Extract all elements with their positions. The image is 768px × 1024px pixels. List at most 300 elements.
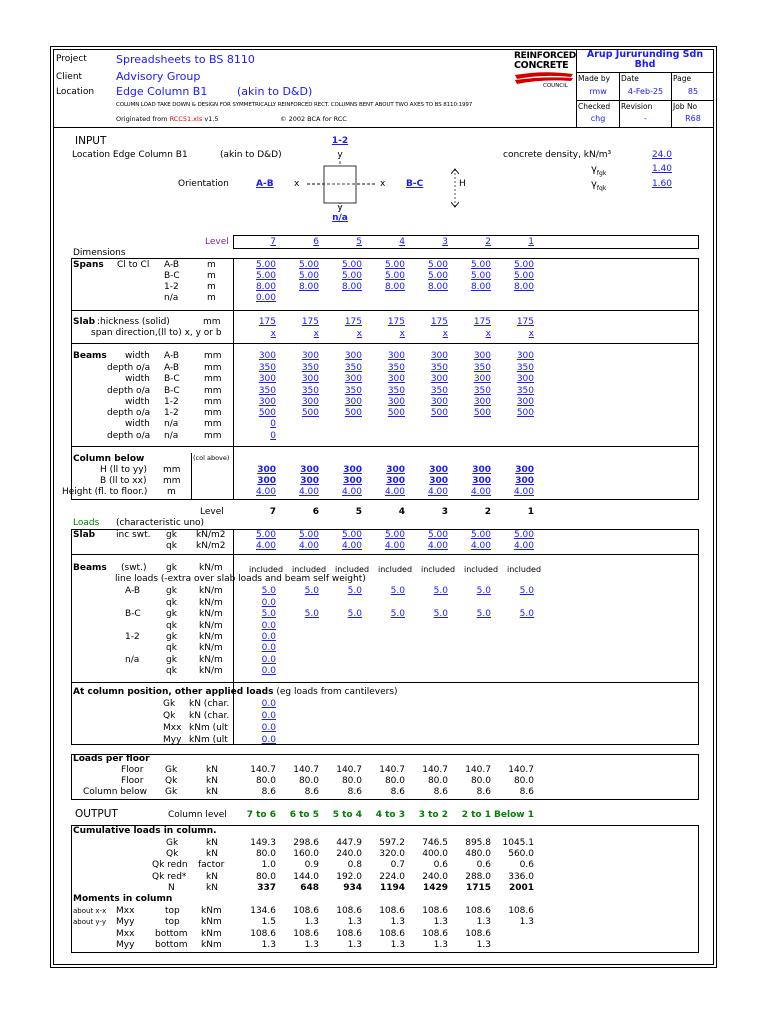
slab-label: Slab	[73, 317, 96, 327]
beam-swt-included: included	[248, 565, 284, 574]
slab-span-value[interactable]: x	[270, 329, 276, 339]
beam-value[interactable]: 300	[387, 351, 405, 361]
column-level-range: 7 to 6	[246, 810, 276, 820]
slab-load-value[interactable]: 4.00	[384, 541, 405, 551]
beam-value[interactable]: 300	[516, 374, 534, 384]
per-floor-type: Qk	[165, 776, 178, 786]
moments-title: Moments in column	[73, 894, 173, 904]
load-type: gk	[166, 530, 177, 540]
beam-grid-label: B-C	[164, 374, 180, 384]
line-load-value[interactable]: 0.0	[261, 632, 276, 642]
per-floor-value: 8.6	[261, 787, 276, 797]
slab-load-value[interactable]: 4.00	[470, 541, 491, 551]
line-load-type: gk	[166, 632, 177, 642]
beam-value[interactable]: 350	[301, 363, 319, 373]
beam-grid-label: A-B	[164, 363, 180, 373]
cumulative-value: 1715	[465, 883, 491, 893]
load-unit: kN/m2	[196, 530, 226, 540]
moment-unit: kNm	[201, 929, 222, 939]
line-load-type: qk	[166, 666, 177, 676]
version: v1.5	[204, 115, 219, 123]
made-by-value[interactable]: rmw	[589, 87, 607, 96]
grid-top-label[interactable]: 1-2	[331, 136, 349, 146]
line-load-value[interactable]: 5.0	[347, 609, 362, 619]
location-label: Location	[56, 87, 95, 97]
level-number-input[interactable]: 2	[485, 237, 491, 247]
line-load-value[interactable]: 5.0	[390, 609, 405, 619]
span-value[interactable]: 8.00	[384, 282, 405, 292]
beam-value[interactable]: 300	[301, 351, 319, 361]
beam-unit: mm	[204, 419, 222, 429]
beam-value[interactable]: 350	[344, 363, 362, 373]
slab-load-value[interactable]: 4.00	[255, 541, 276, 551]
line-load-value[interactable]: 5.0	[476, 586, 491, 596]
span-value[interactable]: 5.00	[255, 271, 276, 281]
at-column-line	[73, 688, 398, 697]
moment-value: 1.3	[304, 940, 319, 950]
moment-value: 1.3	[476, 917, 491, 927]
slab-load-value[interactable]: 5.00	[470, 530, 491, 540]
beam-value[interactable]: 350	[258, 363, 276, 373]
moment-unit: kNm	[201, 906, 222, 916]
line-load-value[interactable]: 0.0	[261, 655, 276, 665]
per-floor-unit: kN	[206, 787, 218, 797]
line-load-unit: kN/m	[199, 643, 223, 653]
per-floor-value: 8.6	[433, 787, 448, 797]
originated-label: Originated from	[116, 115, 168, 123]
at-column-note: (eg loads from cantilevers)	[276, 687, 398, 697]
x-axis-left: x	[294, 179, 300, 189]
cumulative-value: 1194	[379, 883, 405, 893]
span-value[interactable]: 5.00	[470, 271, 491, 281]
line-load-value[interactable]: 0.0	[261, 598, 276, 608]
beam-grid-label: n/a	[164, 431, 179, 441]
per-floor-name: Floor	[121, 765, 144, 775]
line-load-type: qk	[166, 643, 177, 653]
company-name: Arup Jururunding Sdn Bhd	[586, 49, 704, 70]
column-below-value[interactable]: 300	[515, 476, 534, 486]
line-load-value[interactable]: 5.0	[519, 586, 534, 596]
beam-unit: mm	[204, 351, 222, 361]
cumulative-value: 144.0	[293, 872, 319, 882]
beam-prop-label: width	[125, 419, 150, 429]
slab-thickness-value[interactable]: 175	[387, 317, 405, 327]
beam-value[interactable]: 300	[258, 397, 276, 407]
beam-value[interactable]: 300	[473, 397, 491, 407]
cumulative-unit: kN	[206, 849, 218, 859]
level-number-input[interactable]: 5	[356, 237, 362, 247]
col-above-note: (col above)	[193, 454, 230, 462]
cumulative-name: N	[168, 883, 175, 893]
line-load-value[interactable]: 0.0	[261, 643, 276, 653]
line-load-type: gk	[166, 609, 177, 619]
column-level-range: 5 to 4	[332, 810, 362, 820]
density-value[interactable]: 24.0	[651, 150, 672, 160]
page-value[interactable]: 85	[687, 87, 699, 96]
slab-thickness-value[interactable]: 175	[516, 317, 534, 327]
column-below-value[interactable]: 300	[343, 465, 362, 475]
column-below-value[interactable]: 300	[429, 476, 448, 486]
column-below-value[interactable]: 300	[515, 465, 534, 475]
beam-value[interactable]: 300	[344, 351, 362, 361]
column-below-value[interactable]: 300	[257, 465, 276, 475]
beam-value[interactable]: 350	[473, 363, 491, 373]
cumulative-value: 336.0	[508, 872, 534, 882]
beam-value[interactable]: 350	[430, 386, 448, 396]
beam-value[interactable]: 350	[516, 363, 534, 373]
column-below-value[interactable]: 300	[386, 465, 405, 475]
span-value[interactable]: 8.00	[255, 282, 276, 292]
moment-unit: kNm	[201, 940, 222, 950]
y-axis-top: y	[337, 150, 343, 160]
beam-value[interactable]: 0	[270, 431, 276, 441]
moment-axis: about y-y	[73, 918, 106, 926]
applied-load-value[interactable]: 0.0	[261, 711, 276, 721]
column-below-value[interactable]: 300	[300, 476, 319, 486]
spans-label: Spans	[73, 260, 104, 270]
span-grid-label: 1-2	[164, 282, 179, 292]
span-value[interactable]: 5.00	[341, 271, 362, 281]
span-value[interactable]: 5.00	[427, 271, 448, 281]
orientation-label: Orientation	[178, 179, 229, 189]
span-grid-label: A-B	[164, 260, 180, 270]
level-number-loads: 7	[269, 507, 276, 517]
span-value[interactable]: 5.00	[384, 260, 405, 270]
level-number-input[interactable]: 6	[313, 237, 319, 247]
beam-value[interactable]: 350	[473, 386, 491, 396]
cumulative-value: 2001	[508, 883, 534, 893]
job-value[interactable]: R68	[685, 114, 701, 123]
slab-load-value[interactable]: 4.00	[341, 541, 362, 551]
beam-swt-included: included	[420, 565, 456, 574]
moment-value: 1.3	[433, 917, 448, 927]
cumulative-value: 0.7	[390, 860, 405, 870]
beam-value[interactable]: 500	[516, 408, 534, 418]
project-value[interactable]: Spreadsheets to BS 8110	[116, 53, 255, 66]
cumulative-value: 240.0	[422, 872, 448, 882]
span-value[interactable]: 8.00	[427, 282, 448, 292]
span-value[interactable]: 5.00	[513, 271, 534, 281]
gamma-g-value[interactable]: 1.40	[651, 164, 672, 174]
per-floor-value: 80.0	[384, 776, 405, 786]
applied-load-value[interactable]: 0.0	[261, 723, 276, 733]
span-value[interactable]: 5.00	[298, 271, 319, 281]
applied-load-type: Gk	[163, 699, 176, 709]
cumulative-value: 288.0	[465, 872, 491, 882]
column-below-value[interactable]: 4.00	[470, 487, 491, 497]
moment-value: 108.6	[508, 906, 534, 916]
column-below-value[interactable]: 300	[472, 465, 491, 475]
line-load-type: gk	[166, 655, 177, 665]
cumulative-value: 560.0	[508, 849, 534, 859]
per-floor-value: 140.7	[250, 765, 276, 775]
slab-span-value[interactable]: x	[356, 329, 362, 339]
line-load-unit: kN/m	[199, 598, 223, 608]
span-value[interactable]: 0.00	[255, 293, 276, 303]
slab-thickness-value[interactable]: 175	[344, 317, 362, 327]
slab-load-value[interactable]: 5.00	[427, 530, 448, 540]
column-below-value[interactable]: 300	[429, 465, 448, 475]
beam-value[interactable]: 300	[516, 397, 534, 407]
slab-thickness-value[interactable]: 175	[430, 317, 448, 327]
beam-value[interactable]: 350	[344, 386, 362, 396]
beam-value[interactable]: 350	[258, 386, 276, 396]
revision-value[interactable]: -	[644, 114, 647, 123]
span-value[interactable]: 5.00	[384, 271, 405, 281]
h-label: H	[459, 179, 466, 189]
column-below-value[interactable]: 4.00	[341, 487, 362, 497]
ab-grid[interactable]: A-B	[256, 179, 274, 189]
span-unit: m	[207, 282, 216, 292]
span-value[interactable]: 8.00	[470, 282, 491, 292]
slab-load-value[interactable]: 5.00	[341, 530, 362, 540]
beam-value[interactable]: 500	[258, 408, 276, 418]
beam-value[interactable]: 500	[344, 408, 362, 418]
span-value[interactable]: 5.00	[470, 260, 491, 270]
beam-unit: mm	[204, 386, 222, 396]
cumulative-value: 1045.1	[502, 838, 534, 848]
beam-value[interactable]: 300	[473, 374, 491, 384]
span-value[interactable]: 5.00	[513, 260, 534, 270]
moment-value: 108.6	[379, 929, 405, 939]
column-below-value[interactable]: 4.00	[298, 487, 319, 497]
slab-load-value[interactable]: 5.00	[384, 530, 405, 540]
date-value[interactable]: 4-Feb-25	[627, 87, 664, 96]
cumulative-value: 192.0	[336, 872, 362, 882]
beam-value[interactable]: 300	[387, 374, 405, 384]
beam-value[interactable]: 350	[387, 363, 405, 373]
checked-value[interactable]: chg	[590, 114, 606, 123]
beam-value[interactable]: 350	[430, 363, 448, 373]
column-below-unit: mm	[163, 476, 181, 486]
beam-value[interactable]: 500	[387, 408, 405, 418]
cumulative-value: 934	[343, 883, 362, 893]
cumulative-name: Qk	[166, 849, 179, 859]
slab-span-value[interactable]: x	[442, 329, 448, 339]
input-location-note: (akin to D&D)	[220, 150, 282, 160]
beam-value[interactable]: 300	[344, 374, 362, 384]
column-below-prop: B (ll to xx)	[100, 476, 147, 486]
beam-value[interactable]: 300	[473, 351, 491, 361]
density-label: concrete density, kN/m³	[503, 150, 612, 160]
input-location: Location Edge Column B1	[72, 150, 188, 160]
moment-value: 1.3	[476, 940, 491, 950]
line-load-unit: kN/m	[199, 621, 223, 631]
line-loads-note: line loads (-extra over slab loads and beam self weight)	[115, 574, 366, 584]
beam-value[interactable]: 500	[301, 408, 319, 418]
per-floor-title: Loads per floor	[73, 754, 150, 764]
level-number-loads: 2	[484, 507, 491, 517]
applied-load-value[interactable]: 0.0	[261, 699, 276, 709]
slab-load-value[interactable]: 5.00	[513, 530, 534, 540]
beam-value[interactable]: 300	[430, 351, 448, 361]
line-load-value[interactable]: 5.0	[261, 609, 276, 619]
per-floor-type: Gk	[165, 787, 178, 797]
cumulative-value: 224.0	[379, 872, 405, 882]
beam-value[interactable]: 300	[301, 397, 319, 407]
beam-prop-label: depth o/a	[107, 408, 151, 418]
column-below-unit: mm	[163, 465, 181, 475]
slab-thickness-value[interactable]: 175	[473, 317, 491, 327]
line-load-unit: kN/m	[199, 655, 223, 665]
slab-span-value[interactable]: x	[528, 329, 534, 339]
beam-value[interactable]: 350	[516, 386, 534, 396]
slab-span-value[interactable]: x	[485, 329, 491, 339]
made-by-label: Made by	[578, 74, 611, 83]
cumulative-value: 746.5	[422, 838, 448, 848]
span-value[interactable]: 8.00	[298, 282, 319, 292]
line-load-grid: 1-2	[125, 632, 140, 642]
line-load-value[interactable]: 0.0	[261, 666, 276, 676]
moment-value: 1.3	[347, 917, 362, 927]
column-below-prop: H (ll to yy)	[100, 465, 148, 475]
moment-name: Mxx	[116, 906, 135, 916]
applied-load-value[interactable]: 0.0	[261, 735, 276, 745]
line-load-value[interactable]: 5.0	[390, 586, 405, 596]
column-section-diagram	[303, 161, 386, 207]
moment-value: 108.6	[293, 929, 319, 939]
cumulative-unit: kN	[206, 838, 218, 848]
location-value[interactable]: Edge Column B1	[116, 85, 208, 98]
span-grid-label: B-C	[164, 271, 180, 281]
slab-load-value[interactable]: 5.00	[298, 530, 319, 540]
beam-unit: mm	[204, 431, 222, 441]
na-grid[interactable]: n/a	[332, 213, 348, 223]
slab-span-value[interactable]: x	[313, 329, 319, 339]
cumulative-value: 597.2	[379, 838, 405, 848]
line-load-value[interactable]: 5.0	[433, 609, 448, 619]
per-floor-value: 140.7	[422, 765, 448, 775]
column-below-label: Column below	[73, 454, 145, 464]
column-below-value[interactable]: 300	[343, 476, 362, 486]
column-below-value[interactable]: 4.00	[384, 487, 405, 497]
moment-position: bottom	[155, 929, 188, 939]
beam-value[interactable]: 350	[387, 386, 405, 396]
beam-value[interactable]: 300	[258, 374, 276, 384]
applied-load-unit: kN (char.	[189, 711, 230, 721]
beam-value[interactable]: 0	[270, 419, 276, 429]
beam-value[interactable]: 350	[301, 386, 319, 396]
moment-value: 134.6	[250, 906, 276, 916]
slab-thickness-value[interactable]: 175	[258, 317, 276, 327]
logo-line1: REINFORCED	[514, 51, 576, 61]
moment-value: 108.6	[336, 906, 362, 916]
level-number-input[interactable]: 3	[442, 237, 448, 247]
gamma-g-label: $\gamma_{fgk}$	[591, 164, 607, 177]
beam-unit: mm	[204, 408, 222, 418]
input-title: INPUT	[75, 135, 107, 147]
client-value[interactable]: Advisory Group	[116, 70, 201, 83]
span-unit: m	[207, 271, 216, 281]
cumulative-value: 895.8	[465, 838, 491, 848]
gamma-q-value[interactable]: 1.60	[651, 179, 672, 189]
level-number-input[interactable]: 1	[528, 237, 534, 247]
beam-value[interactable]: 300	[387, 397, 405, 407]
line-load-value[interactable]: 5.0	[476, 609, 491, 619]
cumulative-value: 240.0	[336, 849, 362, 859]
span-value[interactable]: 8.00	[513, 282, 534, 292]
column-below-value[interactable]: 4.00	[513, 487, 534, 497]
moment-value: 1.5	[261, 917, 276, 927]
line-load-value[interactable]: 5.0	[519, 609, 534, 619]
span-value[interactable]: 5.00	[341, 260, 362, 270]
span-unit: m	[207, 293, 216, 303]
location-note[interactable]: (akin to D&D)	[237, 85, 313, 98]
column-below-value[interactable]: 300	[257, 476, 276, 486]
slab-span-value[interactable]: x	[399, 329, 405, 339]
span-value[interactable]: 8.00	[341, 282, 362, 292]
line-load-value[interactable]: 5.0	[347, 586, 362, 596]
column-below-value[interactable]: 300	[300, 465, 319, 475]
cumulative-unit: kN	[206, 872, 218, 882]
project-label: Project	[56, 54, 87, 64]
beam-value[interactable]: 300	[516, 351, 534, 361]
line-load-grid: n/a	[125, 655, 140, 665]
applied-load-unit: kNm (ult	[189, 735, 228, 745]
slab-load-value[interactable]: 4.00	[298, 541, 319, 551]
beam-value[interactable]: 300	[430, 397, 448, 407]
line-load-value[interactable]: 0.0	[261, 621, 276, 631]
column-below-value[interactable]: 300	[472, 476, 491, 486]
beam-value[interactable]: 500	[473, 408, 491, 418]
cumulative-value: 80.0	[255, 849, 276, 859]
moment-value: 108.6	[293, 906, 319, 916]
moment-value: 1.3	[390, 940, 405, 950]
slab-load-value[interactable]: 5.00	[255, 530, 276, 540]
level-number-loads: 3	[441, 507, 448, 517]
line-load-value[interactable]: 5.0	[304, 586, 319, 596]
beam-prop-label: depth o/a	[107, 386, 151, 396]
line-load-unit: kN/m	[199, 609, 223, 619]
beam-value[interactable]: 300	[258, 351, 276, 361]
page-label: Page	[673, 74, 692, 83]
moment-value: 108.6	[465, 929, 491, 939]
bc-grid[interactable]: B-C	[406, 179, 424, 189]
loads-beams-label: Beams	[73, 563, 107, 573]
level-number-loads: 5	[355, 507, 362, 517]
moment-value: 1.3	[261, 940, 276, 950]
beam-value[interactable]: 300	[344, 397, 362, 407]
moment-value: 1.3	[433, 940, 448, 950]
slab-span-label: span direction,(ll to) x, y or b	[91, 328, 222, 338]
moment-position: bottom	[155, 940, 188, 950]
beam-prop-label: depth o/a	[107, 363, 151, 373]
y-axis-bottom: y	[337, 203, 343, 213]
slab-load-value[interactable]: 4.00	[427, 541, 448, 551]
slab-thickness-value[interactable]: 175	[301, 317, 319, 327]
cumulative-name: Qk redn	[152, 860, 188, 870]
line-load-value[interactable]: 5.0	[433, 586, 448, 596]
level-number-input[interactable]: 4	[399, 237, 405, 247]
loads-beams-swt: (swt.)	[121, 563, 147, 573]
slab-load-value[interactable]: 4.00	[513, 541, 534, 551]
column-below-value[interactable]: 300	[386, 476, 405, 486]
beam-value[interactable]: 500	[430, 408, 448, 418]
span-value[interactable]: 5.00	[298, 260, 319, 270]
column-below-value[interactable]: 4.00	[255, 487, 276, 497]
line-load-value[interactable]: 5.0	[304, 609, 319, 619]
level-number-input[interactable]: 7	[270, 237, 276, 247]
beam-value[interactable]: 300	[301, 374, 319, 384]
beam-value[interactable]: 300	[430, 374, 448, 384]
span-value[interactable]: 5.00	[255, 260, 276, 270]
cumulative-value: 1429	[422, 883, 448, 893]
line-load-value[interactable]: 5.0	[261, 586, 276, 596]
column-below-value[interactable]: 4.00	[427, 487, 448, 497]
span-value[interactable]: 5.00	[427, 260, 448, 270]
loads-beams-unit: kN/m	[199, 563, 223, 573]
per-floor-value: 8.6	[304, 787, 319, 797]
